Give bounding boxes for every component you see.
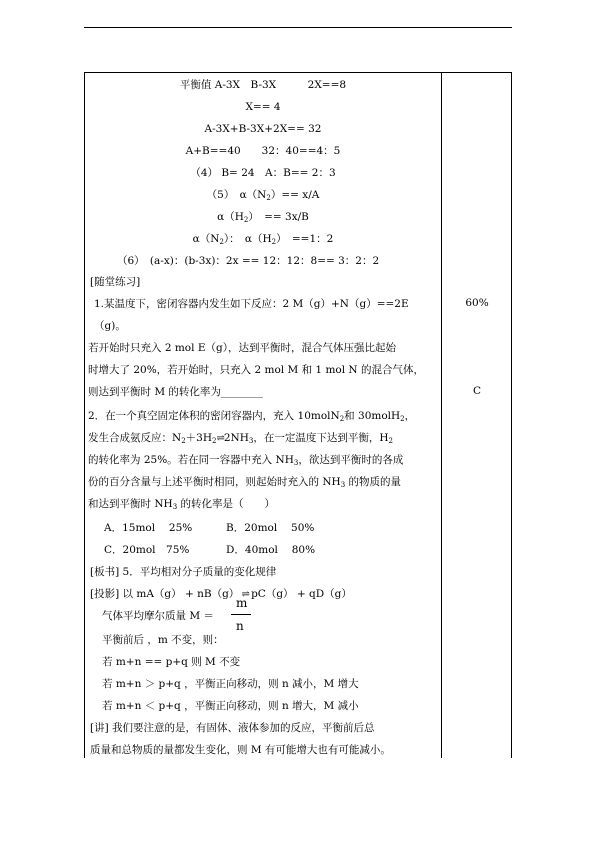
page-top-rule [84,27,512,28]
rule-line3: 若 m+n ＞ p+q ，平衡正向移动，则 n 减小，M 增大 [102,678,359,690]
question2-line4: 份的百分含量与上述平衡时相同，则起始时充入的 $NH_3$ 的物质的量 [88,476,401,489]
line-part4: （4） B= 24 A：B== 2：3 [190,167,336,179]
line-equilibrium-values: 平衡值 A-3X B-3X 2X==8 [179,79,347,91]
line-ratio: A+B==40 32：40==4：5 [185,145,341,157]
option-c: C．20mol 75% [104,544,190,556]
question1-line5: 则达到平衡时 M 的转化率为________ [88,386,263,398]
section-practice-heading: [随堂练习] [90,276,141,288]
lecture-line2: 质量和总物质的量都发生变化，则 M 有可能增大也有可能减小。 [90,744,391,756]
option-d: D．40mol 80% [226,544,316,556]
question1-line1: 1.某温度下，密闭容器内发生如下反应：2 M（g）+N（g）==2E [94,298,409,310]
answer-question2: C [472,385,482,397]
question2-line5: 和达到平衡时 $NH_3$ 的转化率是（ ） [88,498,275,511]
fraction-numerator: m [236,596,248,610]
board-note: [板书] 5．平均相对分子质量的变化规律 [90,566,277,578]
question2-line2: 发生合成氨反应：$N_2+3H_2\rightleftharpoons 2NH_3$，在一定温度下达到平衡，$H_2$ [88,432,393,445]
equilibrium-arrow-icon: ⇌ [216,433,224,444]
line-part6: （6） (a-x)：(b-3x)：2x == 12：12：8== 3：2：2 [117,255,380,267]
rule-line4: 若 m+n ＜ p+q ，平衡正向移动，则 n 增大，M 减小 [102,700,359,712]
fraction-denominator: n [236,619,244,633]
line-part5: （5） $\alpha(N_2)== x/A$ [206,189,320,202]
question2-line3: 的转化率为 25%。若在同一容器中充入 $NH_3$，欲达到平衡时的各成 [88,454,404,467]
question1-line2: （g)。 [94,320,126,332]
line-x-value: X== 4 [245,101,281,113]
projection-line: [投影] 以 mA（g） + nB（g） ⇌ pC（g） + qD（g） [90,588,352,600]
question1-line4: 时增大了 20%，若开始时，只充入 2 mol M 和 1 mol N 的混合气体， [88,364,424,376]
question1-line3: 若开始时只充入 2 mol E（g），达到平衡时，混合气体压强比起始 [88,342,396,354]
column-divider [441,72,442,758]
fraction-bar [231,614,251,615]
lecture-line1: [讲] 我们要注意的是，有固体、液体参加的反应，平衡前后总 [90,722,375,734]
line-alpha-h2: $\alpha(H_2)$ == 3x/B [217,211,309,224]
equilibrium-arrow-icon: ⇌ [239,589,252,600]
rule-line2: 若 m+n == p+q 则 M 不变 [102,656,241,668]
line-sum-equation: A-3X+B-3X+2X== 32 [204,123,322,135]
answer-question1: 60% [465,297,489,309]
option-a: A．15mol 25% [104,522,193,534]
line-alpha-ratio: $\alpha(N_2)$： $\alpha(H_2)$ ==1：2 [192,233,334,246]
rule-line1: 平衡前后 ，m 不变，则： [102,634,224,646]
question2-line1: 2．在一个真空固定体积的密闭容器内，充入 10molN$_2$和 30molH$_2$， [88,410,416,423]
mean-molar-mass-label: 气体平均摩尔质量 M ＝ [102,610,214,622]
option-b: B．20mol 50% [226,522,315,534]
